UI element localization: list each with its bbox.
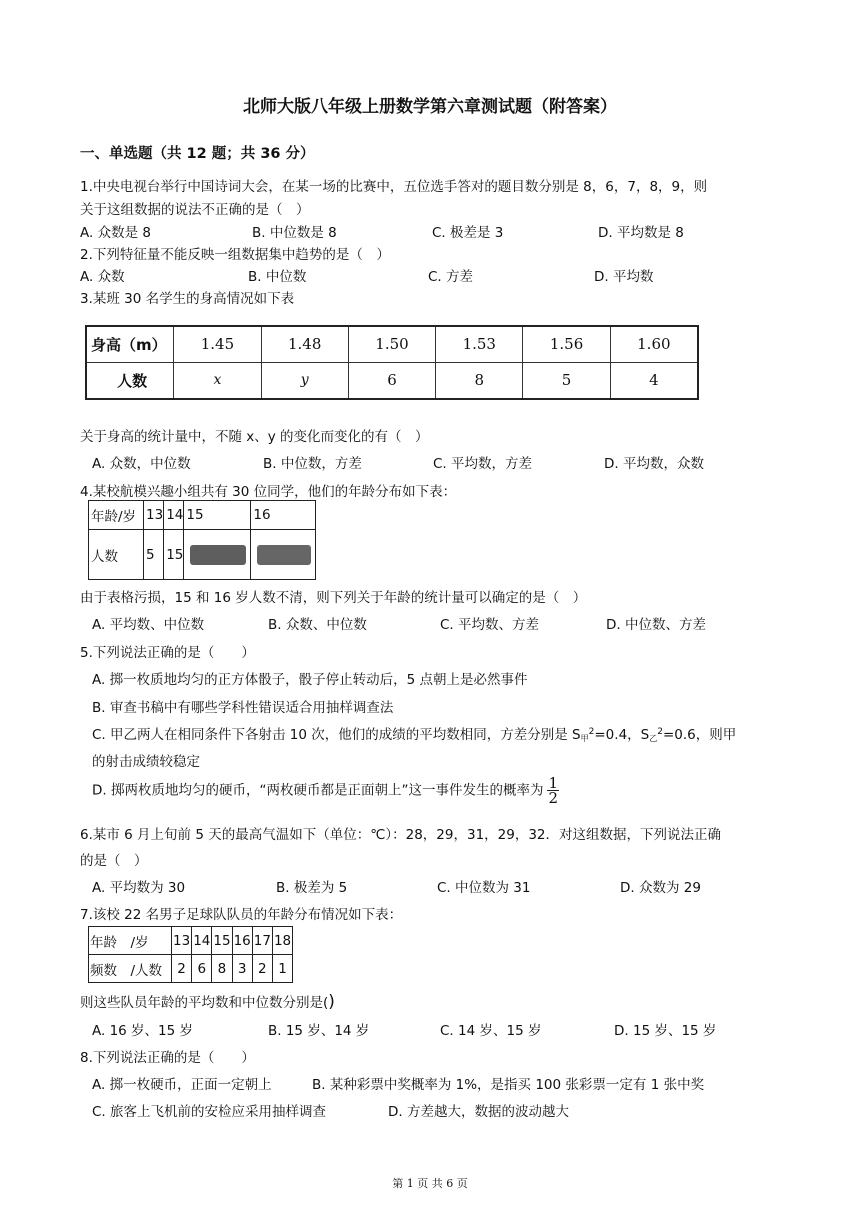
q3-option-c[interactable]: C. 平均数，方差 <box>433 456 533 472</box>
frequency-cell: 1 <box>272 955 292 983</box>
age-table <box>88 500 316 580</box>
count-header: 人数 <box>89 530 144 580</box>
height-table <box>85 325 699 400</box>
q3-stem: 3.某班 30 名学生的身高情况如下表 <box>80 291 295 307</box>
q7-option-d[interactable]: D. 15 岁、15 岁 <box>614 1023 717 1039</box>
q7-option-b[interactable]: B. 15 岁、14 岁 <box>268 1023 370 1039</box>
q3-option-d[interactable]: D. 平均数，众数 <box>604 456 704 472</box>
q8-option-c[interactable]: C. 旅客上飞机前的安检应采用抽样调查 <box>92 1104 327 1120</box>
q5-option-a[interactable]: A. 掷一枚质地均匀的正方体骰子，骰子停止转动后，5 点朝上是必然事件 <box>92 672 528 688</box>
q8-option-d[interactable]: D. 方差越大，数据的波动越大 <box>388 1104 569 1120</box>
smudged-cell <box>184 530 251 580</box>
q7-question-paren: ) <box>328 992 335 1012</box>
q1-option-d[interactable]: D. 平均数是 8 <box>598 225 684 241</box>
height-cell: 1.53 <box>436 326 523 362</box>
smudged-cell <box>251 530 316 580</box>
frequency-cell: 2 <box>172 955 192 983</box>
section-heading: 一、单选题（共 12 题；共 36 分） <box>80 146 315 162</box>
q6-option-b[interactable]: B. 极差为 5 <box>276 880 348 896</box>
q8-option-a[interactable]: A. 掷一枚硬币，正面一定朝上 <box>92 1077 272 1093</box>
fraction-denominator: 2 <box>548 789 559 807</box>
q7-option-c[interactable]: C. 14 岁、15 岁 <box>440 1023 542 1039</box>
q8-option-b[interactable]: B. 某种彩票中奖概率为 1%，是指买 100 张彩票一定有 1 张中奖 <box>312 1077 705 1093</box>
frequency-cell: 2 <box>252 955 272 983</box>
q4-stem: 4.某校航模兴趣小组共有 30 位同学，他们的年龄分布如下表： <box>80 484 457 500</box>
q5-option-c-end: =0.6，则甲 <box>662 727 737 743</box>
count-cell: 8 <box>436 362 523 399</box>
q4-option-d[interactable]: D. 中位数、方差 <box>606 617 706 633</box>
q6-stem-line1: 6.某市 6 月上旬前 5 天的最高气温如下（单位：℃）：28，29，31，29，32．对这组数据，下列说法正确 <box>80 827 722 843</box>
q4-question: 由于表格污损，15 和 16 岁人数不清，则下列关于年龄的统计量可以确定的是（ ） <box>80 590 587 606</box>
count-cell: y <box>261 362 348 399</box>
q3-option-a[interactable]: A. 众数，中位数 <box>92 456 191 472</box>
age-cell: 13 <box>144 501 164 530</box>
document-title: 北师大版八年级上册数学第六章测试题（附答案） <box>243 97 617 117</box>
subscript-jia: 甲 <box>580 734 589 743</box>
height-cell: 1.50 <box>348 326 435 362</box>
q5-stem: 5.下列说法正确的是（ ） <box>80 645 255 661</box>
q1-option-c[interactable]: C. 极差是 3 <box>432 225 504 241</box>
q7-option-a[interactable]: A. 16 岁、15 岁 <box>92 1023 194 1039</box>
fraction-numerator: 1 <box>548 774 559 792</box>
age-cell: 18 <box>272 927 292 955</box>
age-cell: 15 <box>184 501 251 530</box>
q1-option-a[interactable]: A. 众数是 8 <box>80 225 151 241</box>
count-header: 人数 <box>86 362 174 399</box>
age-cell: 17 <box>252 927 272 955</box>
q5-option-d-text: D. 掷两枚质地均匀的硬币，“两枚硬币都是正面朝上”这一事件发生的概率为 <box>92 782 544 799</box>
q5-option-c-mid: =0.4，S <box>594 727 650 743</box>
q1-stem-line2: 关于这组数据的说法不正确的是（ ） <box>80 202 310 218</box>
age-cell: 15 <box>212 927 232 955</box>
height-cell: 1.56 <box>523 326 610 362</box>
q7-question-text: 则这些队员年龄的平均数和中位数分别是( <box>80 995 329 1011</box>
count-cell: 15 <box>164 530 184 580</box>
q7-question <box>80 991 335 1012</box>
q2-stem: 2.下列特征量不能反映一组数据集中趋势的是（ ） <box>80 247 390 263</box>
age-cell: 14 <box>192 927 212 955</box>
count-cell: 4 <box>610 362 698 399</box>
q7-stem: 7.该校 22 名男子足球队队员的年龄分布情况如下表： <box>80 907 403 923</box>
q5-option-d[interactable] <box>92 776 559 805</box>
age-cell: 16 <box>232 927 252 955</box>
q2-option-a[interactable]: A. 众数 <box>80 269 125 285</box>
age-cell: 13 <box>172 927 192 955</box>
frequency-cell: 8 <box>212 955 232 983</box>
q5-option-b[interactable]: B. 审查书稿中有哪些学科性错误适合用抽样调查法 <box>92 700 394 716</box>
height-cell: 1.45 <box>174 326 261 362</box>
q5-option-c[interactable] <box>92 723 736 744</box>
count-cell: 6 <box>348 362 435 399</box>
frequency-cell: 3 <box>232 955 252 983</box>
fraction-one-half <box>547 776 559 805</box>
q2-option-b[interactable]: B. 中位数 <box>248 269 307 285</box>
count-cell: x <box>174 362 261 399</box>
q2-option-d[interactable]: D. 平均数 <box>594 269 654 285</box>
age-header: 年龄 /岁 <box>89 927 172 955</box>
q5-option-c-line2: 的射击成绩较稳定 <box>92 754 200 770</box>
height-header: 身高（m） <box>86 326 174 362</box>
q4-option-a[interactable]: A. 平均数、中位数 <box>92 617 205 633</box>
q8-stem: 8.下列说法正确的是（ ） <box>80 1050 255 1066</box>
team-age-table <box>88 926 293 983</box>
subscript-yi: 乙 <box>649 734 658 743</box>
superscript-2: 2 <box>588 727 595 737</box>
ink-smudge <box>190 545 246 565</box>
age-header: 年龄/岁 <box>89 501 144 530</box>
count-cell: 5 <box>523 362 610 399</box>
height-cell: 1.60 <box>610 326 698 362</box>
q1-stem-line1: 1.中央电视台举行中国诗词大会，在某一场的比赛中，五位选手答对的题目数分别是 8，6，7，8，9，则 <box>80 179 708 195</box>
superscript-2: 2 <box>657 727 663 737</box>
q4-option-c[interactable]: C. 平均数、方差 <box>440 617 540 633</box>
q6-option-a[interactable]: A. 平均数为 30 <box>92 880 186 896</box>
frequency-header: 频数 /人数 <box>89 955 172 983</box>
ink-smudge <box>257 545 311 565</box>
q6-option-c[interactable]: C. 中位数为 31 <box>437 880 531 896</box>
q4-option-b[interactable]: B. 众数、中位数 <box>268 617 367 633</box>
q5-option-c-text: C. 甲乙两人在相同条件下各射击 10 次，他们的成绩的平均数相同，方差分别是 S <box>92 727 581 743</box>
q3-question: 关于身高的统计量中，不随 x、y 的变化而变化的有（ ） <box>80 429 429 445</box>
age-cell: 16 <box>251 501 316 530</box>
q6-stem-line2: 的是（ ） <box>80 853 148 869</box>
height-cell: 1.48 <box>261 326 348 362</box>
page-footer: 第 1 页 共 6 页 <box>392 1177 468 1190</box>
age-cell: 14 <box>164 501 184 530</box>
frequency-cell: 6 <box>192 955 212 983</box>
q2-option-c[interactable]: C. 方差 <box>428 269 474 285</box>
q3-option-b[interactable]: B. 中位数，方差 <box>263 456 362 472</box>
count-cell: 5 <box>144 530 164 580</box>
q6-option-d[interactable]: D. 众数为 29 <box>620 880 701 896</box>
q1-option-b[interactable]: B. 中位数是 8 <box>252 225 337 241</box>
